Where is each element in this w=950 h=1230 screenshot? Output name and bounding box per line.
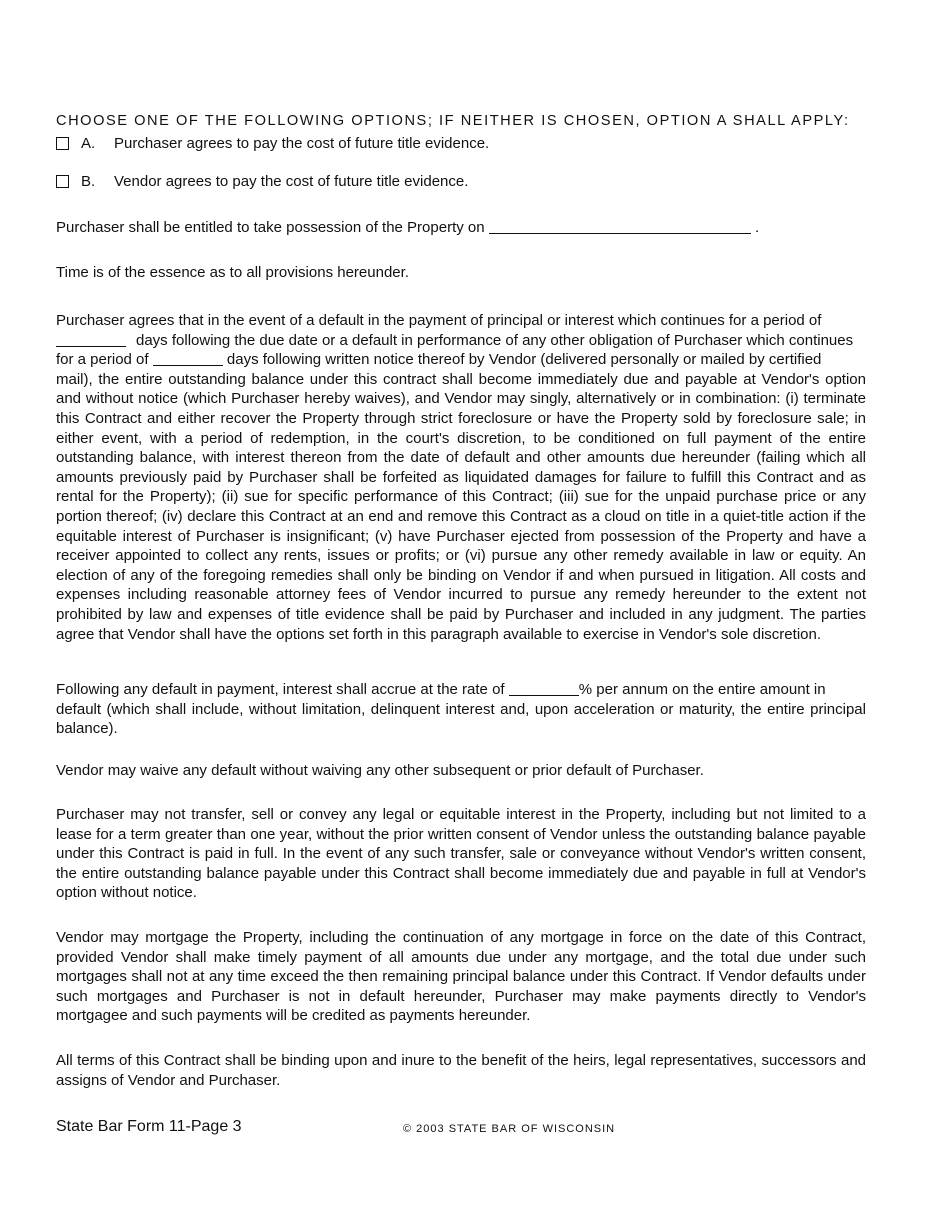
interest-rate-blank[interactable] <box>509 681 579 696</box>
option-a <box>56 134 489 154</box>
default-line-2: days following the due date or a default in performance of any other obligation of Purchaser which continues <box>56 331 866 351</box>
default-days-blank-2[interactable] <box>153 351 223 366</box>
default-clause <box>56 311 866 644</box>
waiver-clause: Vendor may waive any default without waiving any other subsequent or prior default of Purchaser. <box>56 762 704 779</box>
option-b-letter: B. <box>81 173 96 190</box>
default-days-blank-1[interactable] <box>56 332 126 347</box>
possession-end: . <box>754 219 760 236</box>
interest-clause <box>56 680 866 739</box>
option-b-checkbox[interactable] <box>56 175 69 188</box>
option-b-text: Vendor agrees to pay the cost of future title evidence. <box>114 173 469 190</box>
default-line-1: Purchaser agrees that in the event of a default in the payment of principal or interest which continues for a period of <box>56 312 822 329</box>
transfer-clause: Purchaser may not transfer, sell or convey any legal or equitable interest in the Property, including but not limited to a lease for a term greater than one year, without the prior written consent of Vendor unless the outstanding balance payable under this Contract is paid in full. In the event of any such transfer, sale or conveyance without Vendor's written consent, the entire outstanding balance payable under this Contract shall become immediately due and payable in full at Vendor's option without notice. <box>56 806 866 902</box>
option-a-text: Purchaser agrees to pay the cost of future title evidence. <box>114 135 490 152</box>
option-a-letter: A. <box>81 135 96 152</box>
possession-date-blank[interactable] <box>489 219 751 234</box>
copyright-notice: © 2003 STATE BAR OF WISCONSIN <box>403 1123 616 1135</box>
binding-clause: All terms of this Contract shall be binding upon and inure to the benefit of the heirs, legal representatives, successors and assigns of Vendor and Purchaser. <box>56 1052 866 1089</box>
interest-rest: default (which shall include, without limitation, delinquent interest and, upon acceleration or maturity, the entire principal balance). <box>56 700 866 738</box>
form-page-label: State Bar Form 11-Page 3 <box>56 1118 242 1135</box>
essence-clause: Time is of the essence as to all provisions hereunder. <box>56 264 409 281</box>
default-line-3: for a period of days following written notice thereof by Vendor (delivered personally or mailed by certified <box>56 351 822 369</box>
option-b <box>56 172 468 192</box>
interest-line-1: Following any default in payment, interest shall accrue at the rate of % per annum on the entire amount in <box>56 681 826 698</box>
possession-clause <box>56 218 866 238</box>
option-a-checkbox[interactable] <box>56 137 69 150</box>
mortgage-clause: Vendor may mortgage the Property, including the continuation of any mortgage in force on the date of this Contract, provided Vendor shall make timely payment of all amounts due under any mortgage, and the total due under such mortgages shall not at any time exceed the then remaining principal balance under this Contract. If Vendor defaults under such mortgages and Purchaser is not in default hereunder, Purchaser may make payments directly to Vendor's mortgagee and such payments will be credited as payments hereunder. <box>56 929 866 1025</box>
default-remedies-text: mail), the entire outstanding balance under this contract shall become immediately due and payable at Vendor's option and without notice (which Purchaser hereby waives), and Vendor may singly, alternatively or in combination: (i) terminate this Contract and either recover the Property through strict foreclosure or have the Property sold by foreclosure sale; in either event, with a period of redemption, in the court's discretion, to be conditioned on full payment of the entire outstanding balance, with interest thereon from the date of default and other amounts due hereunder (failing which all amounts previously paid by Purchaser shall be forfeited as liquidated damages for failure to fulfill this Contract and as rental for the Property); (ii) sue for specific performance of this Contract; (iii) sue for the unpaid purchase price or any portion thereof; (iv) declare this Contract at an end and remove this Contract as a cloud on title in a quiet-title action if the equitable interest of Purchaser is insignificant; (v) have Purchaser ejected from possession of the Property and have a receiver appointed to collect any rents, issues or profits; or (vi) pursue any other remedy available in law or equity. An election of any of the foregoing remedies shall only be binding on Vendor if and when pursued in litigation. All costs and expenses including reasonable attorney fees of Vendor incurred to pursue any remedy hereunder to the extent not prohibited by law and expenses of title evidence shall be paid by Purchaser and included in any judgment. The parties agree that Vendor shall have the options set forth in this paragraph available to exercise in Vendor's sole discretion. <box>56 370 866 643</box>
possession-text: Purchaser shall be entitled to take possession of the Property on <box>56 219 485 236</box>
options-heading: CHOOSE ONE OF THE FOLLOWING OPTIONS; IF NEITHER IS CHOSEN, OPTION A SHALL APPLY: <box>56 113 850 129</box>
